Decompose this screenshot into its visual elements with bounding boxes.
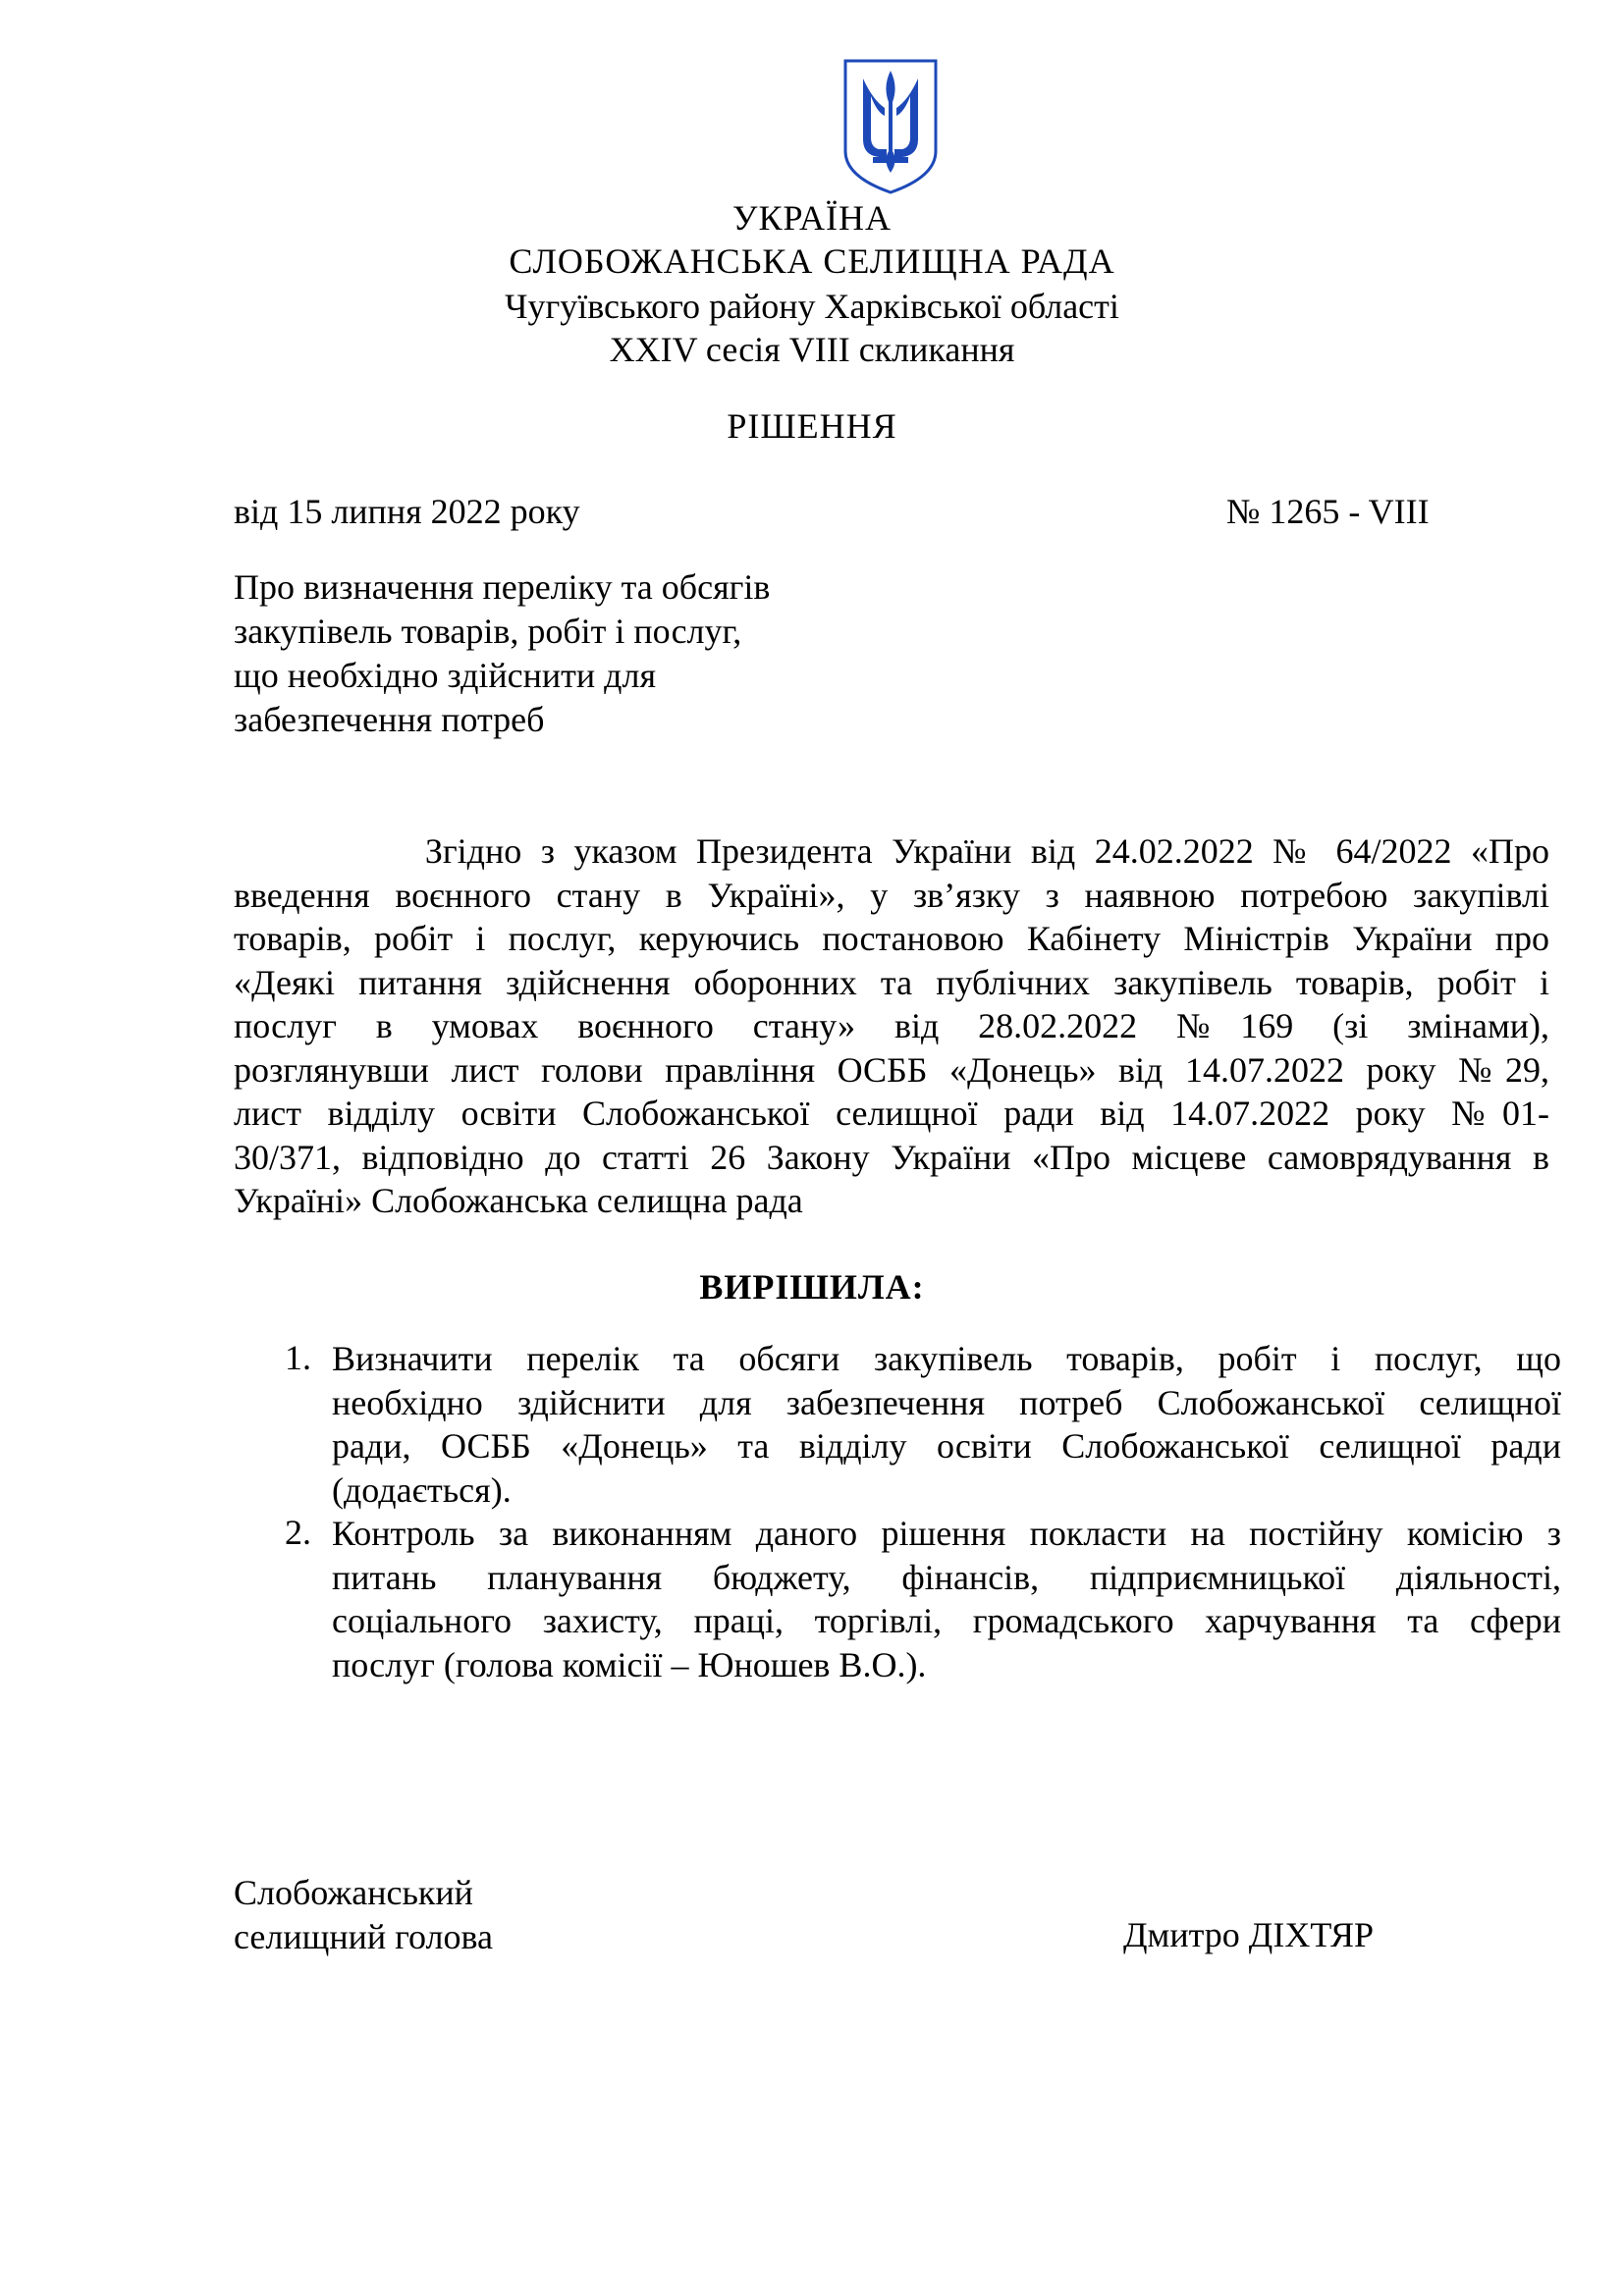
preamble-line: товарів, робіт і послуг, керуючись постановою Кабінету Міністрів України про <box>234 919 1549 958</box>
decided-heading: ВИРІШИЛА: <box>699 1267 925 1307</box>
subject-line: Про визначення переліку та обсягів <box>234 567 771 607</box>
signature-title-line: Слобожанський <box>234 1873 473 1912</box>
signature-title-line: селищний голова <box>234 1917 494 1956</box>
header-session: XXIV сесія VIII скликання <box>609 330 1015 369</box>
subject-line: що необхідно здійснити для <box>234 656 656 695</box>
item-line: питань планування бюджету, фінансів, підприємницької діяльності, <box>332 1557 1561 1597</box>
header-district: Чугуївського району Харківської області <box>505 287 1119 326</box>
preamble-paragraph <box>234 829 1549 1223</box>
item-text <box>332 1337 1561 1512</box>
decision-item <box>285 1337 1561 1512</box>
header-council: СЛОБОЖАНСЬКА СЕЛИЩНА РАДА <box>509 241 1115 281</box>
preamble-line: «Деякі питання здійснення оборонних та публічних закупівель товарів, робіт і <box>234 962 1549 1002</box>
item-number: 2. <box>285 1513 311 1552</box>
decision-number: № 1265 - VIII <box>1226 492 1430 531</box>
item-line: соціального захисту, праці, торгівлі, громадського харчування та сфери <box>332 1601 1561 1640</box>
item-line: Контроль за виконанням даного рішення покласти на постійну комісію з <box>332 1514 1561 1553</box>
preamble-line: лист відділу освіти Слобожанської селищної ради від 14.07.2022 року №01- <box>234 1094 1549 1133</box>
item-line: необхідно здійснити для забезпечення потреб Слобожанської селищної <box>332 1382 1561 1422</box>
item-text <box>332 1512 1561 1686</box>
coat-of-arms-emblem <box>839 57 942 195</box>
preamble-line: 30/371, відповідно до статті 26 Закону України «Про місцеве самоврядування в <box>234 1137 1549 1177</box>
preamble-line: Згідно з указом Президента України від 24.02.2022 № 64/2022 «Про <box>234 831 1549 871</box>
decision-items <box>285 1337 1561 1686</box>
item-line: послуг (голова комісії – Юношев В.О.). <box>332 1644 927 1684</box>
item-line: ради, ОСББ «Донець» та відділу освіти Слобожанської селищної ради <box>332 1426 1561 1466</box>
preamble-line: Україні» Слобожанська селищна рада <box>234 1181 803 1220</box>
item-line: (додається). <box>332 1469 512 1510</box>
preamble-line: послуг в умовах воєнного стану» від 28.02.2022 №169 (зі змінами), <box>234 1006 1549 1045</box>
decision-date: від 15 липня 2022 року <box>234 492 580 531</box>
item-line: Визначити перелік та обсяги закупівель товарів, робіт і послуг, що <box>332 1339 1561 1378</box>
header-country: УКРАЇНА <box>732 198 892 238</box>
decision-item <box>285 1512 1561 1686</box>
trident-icon <box>839 57 942 195</box>
signature-name: Дмитро ДІХТЯР <box>1123 1915 1374 1954</box>
preamble-line: розглянувши лист голови правління ОСББ «Донець» від 14.07.2022 року №29, <box>234 1049 1549 1090</box>
subject-line: забезпечення потреб <box>234 700 545 739</box>
item-number: 1. <box>285 1338 311 1377</box>
subject-line: закупівель товарів, робіт і послуг, <box>234 612 742 651</box>
decision-subject <box>234 565 921 742</box>
preamble-line: введення воєнного стану в Україні», у зв’язку з наявною потребою закупівлі <box>234 875 1549 915</box>
signature-title <box>234 1871 493 1959</box>
document-type: РІШЕННЯ <box>727 406 897 446</box>
